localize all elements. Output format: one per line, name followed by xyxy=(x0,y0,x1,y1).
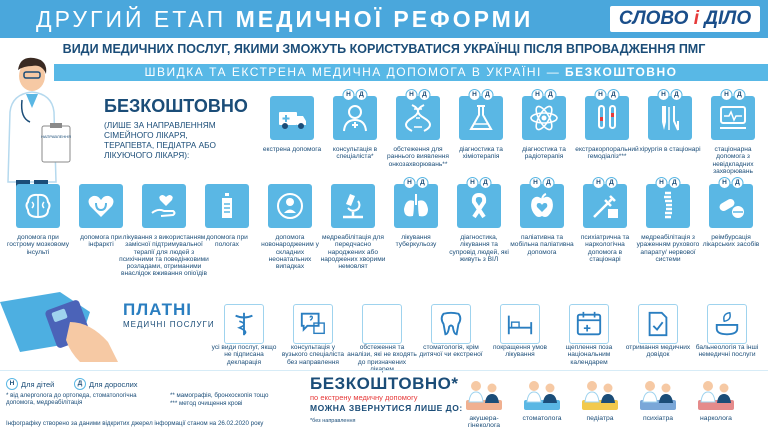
service-label: медреабілітація для передчасно народжених або народжених хворими немовлят xyxy=(320,234,386,271)
service-label: екстрена допомога xyxy=(262,146,322,153)
service-tile[interactable] xyxy=(459,91,503,140)
child-badge-icon: Н xyxy=(656,177,668,189)
emergency-subtitle: по екстрену медичну допомогу xyxy=(310,393,418,402)
free-section-note: (ЛИШЕ ЗА НАПРАВЛЕННЯМ СІМЕЙНОГО ЛІКАРЯ, ТЕРАПЕВТА, ПЕДІАТРА АБО ЛІКУЮЧОГО ЛІКАРЯ): xyxy=(104,120,216,160)
adult-badge-icon: Д xyxy=(480,177,492,189)
child-badge-icon: Н xyxy=(593,177,605,189)
service-label: стаціонарна допомога з невідкладних захворювань xyxy=(712,146,754,175)
adult-badge-icon: Д xyxy=(671,89,683,101)
microscope-icon xyxy=(368,310,396,338)
service-tile[interactable] xyxy=(520,179,564,228)
dna-icon xyxy=(403,103,433,133)
paid-service-tile[interactable] xyxy=(638,304,678,344)
service-tile[interactable] xyxy=(331,184,375,228)
service-tile[interactable] xyxy=(583,179,627,228)
footnote-2: ** мамографія, бронхоскопія тощо xyxy=(170,392,269,399)
service-label: реімбурсація лікарських засобів xyxy=(702,234,760,249)
service-label: хірургія в стаціонарі xyxy=(639,146,701,153)
lungs-icon xyxy=(401,191,431,221)
tooth-icon xyxy=(437,310,465,338)
atom-icon xyxy=(529,103,559,133)
badge-group xyxy=(530,177,555,189)
badge-group xyxy=(721,89,746,101)
badge-group xyxy=(404,177,429,189)
brand-logo[interactable]: СЛОВО і ДІЛО xyxy=(610,6,760,32)
adult-badge-icon: Д xyxy=(608,89,620,101)
adult-badge-icon: Д xyxy=(606,177,618,189)
paid-service-label: консультація у вузького спеціаліста без направлення xyxy=(281,344,345,366)
child-badge-icon: Н xyxy=(595,89,607,101)
child-badge-icon: Н xyxy=(6,378,18,390)
paid-service-label: обстеження та аналізи, які не входять до призначених xyxy=(347,344,417,366)
child-badge-icon: Н xyxy=(532,89,544,101)
section-divider xyxy=(0,370,768,371)
adult-badge-icon: Д xyxy=(734,89,746,101)
service-tile[interactable] xyxy=(268,184,312,228)
service-tile[interactable] xyxy=(396,91,440,140)
paid-service-tile[interactable] xyxy=(569,304,609,344)
child-badge-icon: Н xyxy=(719,177,731,189)
narcologist-scene-icon xyxy=(696,376,736,414)
surgery-tools-icon xyxy=(655,103,685,133)
adult-badge-icon: Д xyxy=(669,177,681,189)
apple-heart-icon xyxy=(527,191,557,221)
service-label: лікування туберкульозу xyxy=(395,234,437,249)
service-label: консультація в спеціаліста* xyxy=(332,146,378,161)
microscope-icon xyxy=(338,191,368,221)
service-label: лікування з використанням замісної підтримувальної терапії для людей з психічними та поведінковими розладами, отриманими внаслідок вживання опіоїдів xyxy=(119,234,209,278)
adult-badge-icon: Д xyxy=(74,378,86,390)
service-tile[interactable] xyxy=(333,91,377,140)
paid-service-tile[interactable] xyxy=(362,304,402,344)
free-section-title: БЕЗКОШТОВНО xyxy=(104,96,248,116)
child-badge-icon: Н xyxy=(343,89,355,101)
service-label: діагностика та хіміотерапія xyxy=(459,146,503,161)
footnote-1: * від алерголога до ортопеда, стоматологічна допомога, медреабілітація xyxy=(6,392,137,406)
service-tile[interactable] xyxy=(711,91,755,140)
psychiatrist-scene-icon xyxy=(638,376,678,414)
badge-group xyxy=(658,89,683,101)
emergency-note: *без направлення xyxy=(310,418,356,424)
spine-icon xyxy=(653,191,683,221)
paid-service-label: покращення умов лікування xyxy=(492,344,548,359)
chat-question-icon xyxy=(299,310,327,338)
service-label: медреабілітація з ураженням рухового апарату/ нервової системи xyxy=(636,234,700,263)
service-tile[interactable] xyxy=(709,179,753,228)
service-tile[interactable] xyxy=(394,179,438,228)
child-badge-icon: Н xyxy=(469,89,481,101)
service-tile[interactable] xyxy=(457,179,501,228)
calendar-icon xyxy=(575,310,603,338)
badge-group xyxy=(719,177,744,189)
badge-group xyxy=(343,89,368,101)
paid-service-label: отримання медичних довідок xyxy=(625,344,691,359)
child-badge-icon: Н xyxy=(467,177,479,189)
badge-group xyxy=(467,177,492,189)
service-label: допомога при пологах xyxy=(206,234,248,249)
hospital-bed-icon xyxy=(506,310,534,338)
emergency-doctor-label: нарколога xyxy=(700,415,732,422)
service-tile[interactable] xyxy=(646,179,690,228)
ambulance-icon xyxy=(277,103,307,133)
paid-section-title: ПЛАТНІ xyxy=(123,300,192,319)
emergency-doctor-label: акушера-гінеколога xyxy=(467,415,501,429)
paid-service-label: щеплення поза національним календарем xyxy=(565,344,613,366)
emergency-title: БЕЗКОШТОВНО* xyxy=(310,374,459,393)
clipboard-text: НАПРАВЛЕННЯ xyxy=(40,134,72,139)
adult-badge-icon: Д xyxy=(482,89,494,101)
badge-group xyxy=(532,89,557,101)
paid-service-tile[interactable] xyxy=(431,304,471,344)
child-badge-icon: Н xyxy=(406,89,418,101)
service-tile[interactable] xyxy=(648,91,692,140)
service-label: допомога при гострому мозковому інсульті xyxy=(6,234,70,256)
service-tile[interactable] xyxy=(16,184,60,228)
child-badge-icon: Н xyxy=(404,177,416,189)
child-badge-icon: Н xyxy=(530,177,542,189)
brain-icon xyxy=(23,191,53,221)
footnote-3: *** метод очищення крові xyxy=(170,400,243,407)
pediatrician-scene-icon xyxy=(580,376,620,414)
service-label: допомога при інфаркті xyxy=(80,234,122,249)
service-label: діагностика, лікування та супровід людей, які живуть з ВІЛ xyxy=(449,234,509,263)
badge-group xyxy=(593,177,618,189)
service-label: обстеження для раннього виявлення онкозахворювань** xyxy=(387,146,449,168)
badge-group xyxy=(469,89,494,101)
paid-service-tile[interactable] xyxy=(224,304,264,344)
gynecologist-scene-icon xyxy=(464,376,504,414)
adult-badge-icon: Д xyxy=(545,89,557,101)
service-tile[interactable] xyxy=(270,96,314,140)
flask-icon xyxy=(466,103,496,133)
emergency-doctor-label: психіатра xyxy=(642,415,674,422)
service-tile[interactable] xyxy=(142,184,186,228)
child-badge-icon: Н xyxy=(721,89,733,101)
paid-service-label: стоматологія, крім дитячої чи екстреної xyxy=(419,344,483,359)
hand-card-illustration-icon xyxy=(0,282,120,362)
legend-children: Н Для дітей xyxy=(6,378,54,390)
newborn-icon xyxy=(275,191,305,221)
leaf-bath-icon xyxy=(713,310,741,338)
adult-badge-icon: Д xyxy=(732,177,744,189)
paid-service-label: бальнеологія та інші немедичні послуги xyxy=(695,344,759,359)
doctor-illustration-icon xyxy=(2,52,72,192)
service-label: паліативна та мобільна паліативна допомога xyxy=(510,234,574,256)
badge-group xyxy=(406,89,431,101)
service-label: екстракорпоральний гемодіаліз*** xyxy=(575,146,639,161)
adult-badge-icon: Д xyxy=(417,177,429,189)
paid-service-tile[interactable] xyxy=(293,304,333,344)
emergency-can-text: МОЖНА ЗВЕРНУТИСЯ ЛИШЕ ДО: xyxy=(310,403,463,413)
syringe-building-icon xyxy=(590,191,620,221)
hospital-monitor-icon xyxy=(718,103,748,133)
page-title: ДРУГИЙ ЕТАП МЕДИЧНОЇ РЕФОРМИ xyxy=(36,6,534,32)
doctor-consult-icon xyxy=(340,103,370,133)
badge-group xyxy=(656,177,681,189)
paid-section-subtitle: МЕДИЧНІ ПОСЛУГИ xyxy=(123,320,215,329)
document-check-icon xyxy=(644,310,672,338)
caduceus-icon xyxy=(230,310,258,338)
legend-adults: Д Для дорослих xyxy=(74,378,138,390)
adult-badge-icon: Д xyxy=(356,89,368,101)
adult-badge-icon: Д xyxy=(543,177,555,189)
emergency-free-band: ШВИДКА ТА ЕКСТРЕНА МЕДИЧНА ДОПОМОГА В УКРАЇНІ — БЕЗКОШТОВНО xyxy=(54,64,768,81)
emergency-doctor-label: стоматолога xyxy=(522,415,562,422)
service-label: діагностика та радіотерапія xyxy=(522,146,566,161)
heart-stethoscope-icon xyxy=(86,191,116,221)
adult-badge-icon: Д xyxy=(419,89,431,101)
child-badge-icon: Н xyxy=(658,89,670,101)
emergency-doctor-label: педіатра xyxy=(586,415,614,422)
test-tubes-icon xyxy=(592,103,622,133)
header-bar xyxy=(0,0,768,38)
hand-heart-icon xyxy=(149,191,179,221)
service-tile[interactable] xyxy=(522,91,566,140)
ribbon-icon xyxy=(464,191,494,221)
baby-bottle-icon xyxy=(212,191,242,221)
source-note: Інфографіку створено за даними відкритих джерел інформації станом на 26.02.2020 року xyxy=(6,420,264,427)
service-tile[interactable] xyxy=(205,184,249,228)
service-label: психіатрична та наркологічна допомога в стаціонарі xyxy=(580,234,630,263)
page-subtitle: ВИДИ МЕДИЧНИХ ПОСЛУГ, ЯКИМИ ЗМОЖУТЬ КОРИСТУВАТИСЯ УКРАЇНЦІ ПІСЛЯ ВПРОВАДЖЕННЯ ПМГ xyxy=(62,42,706,56)
paid-service-tile[interactable] xyxy=(500,304,540,344)
pills-icon xyxy=(716,191,746,221)
dentist-scene-icon xyxy=(522,376,562,414)
paid-service-tile[interactable] xyxy=(707,304,747,344)
badge-group xyxy=(595,89,620,101)
service-tile[interactable] xyxy=(79,184,123,228)
service-tile[interactable] xyxy=(585,91,629,140)
paid-service-label: усі види послуг, якщо не підписана декларація xyxy=(211,344,277,366)
service-label: допомога новонародженим у складних неонатальних випадках xyxy=(261,234,319,271)
